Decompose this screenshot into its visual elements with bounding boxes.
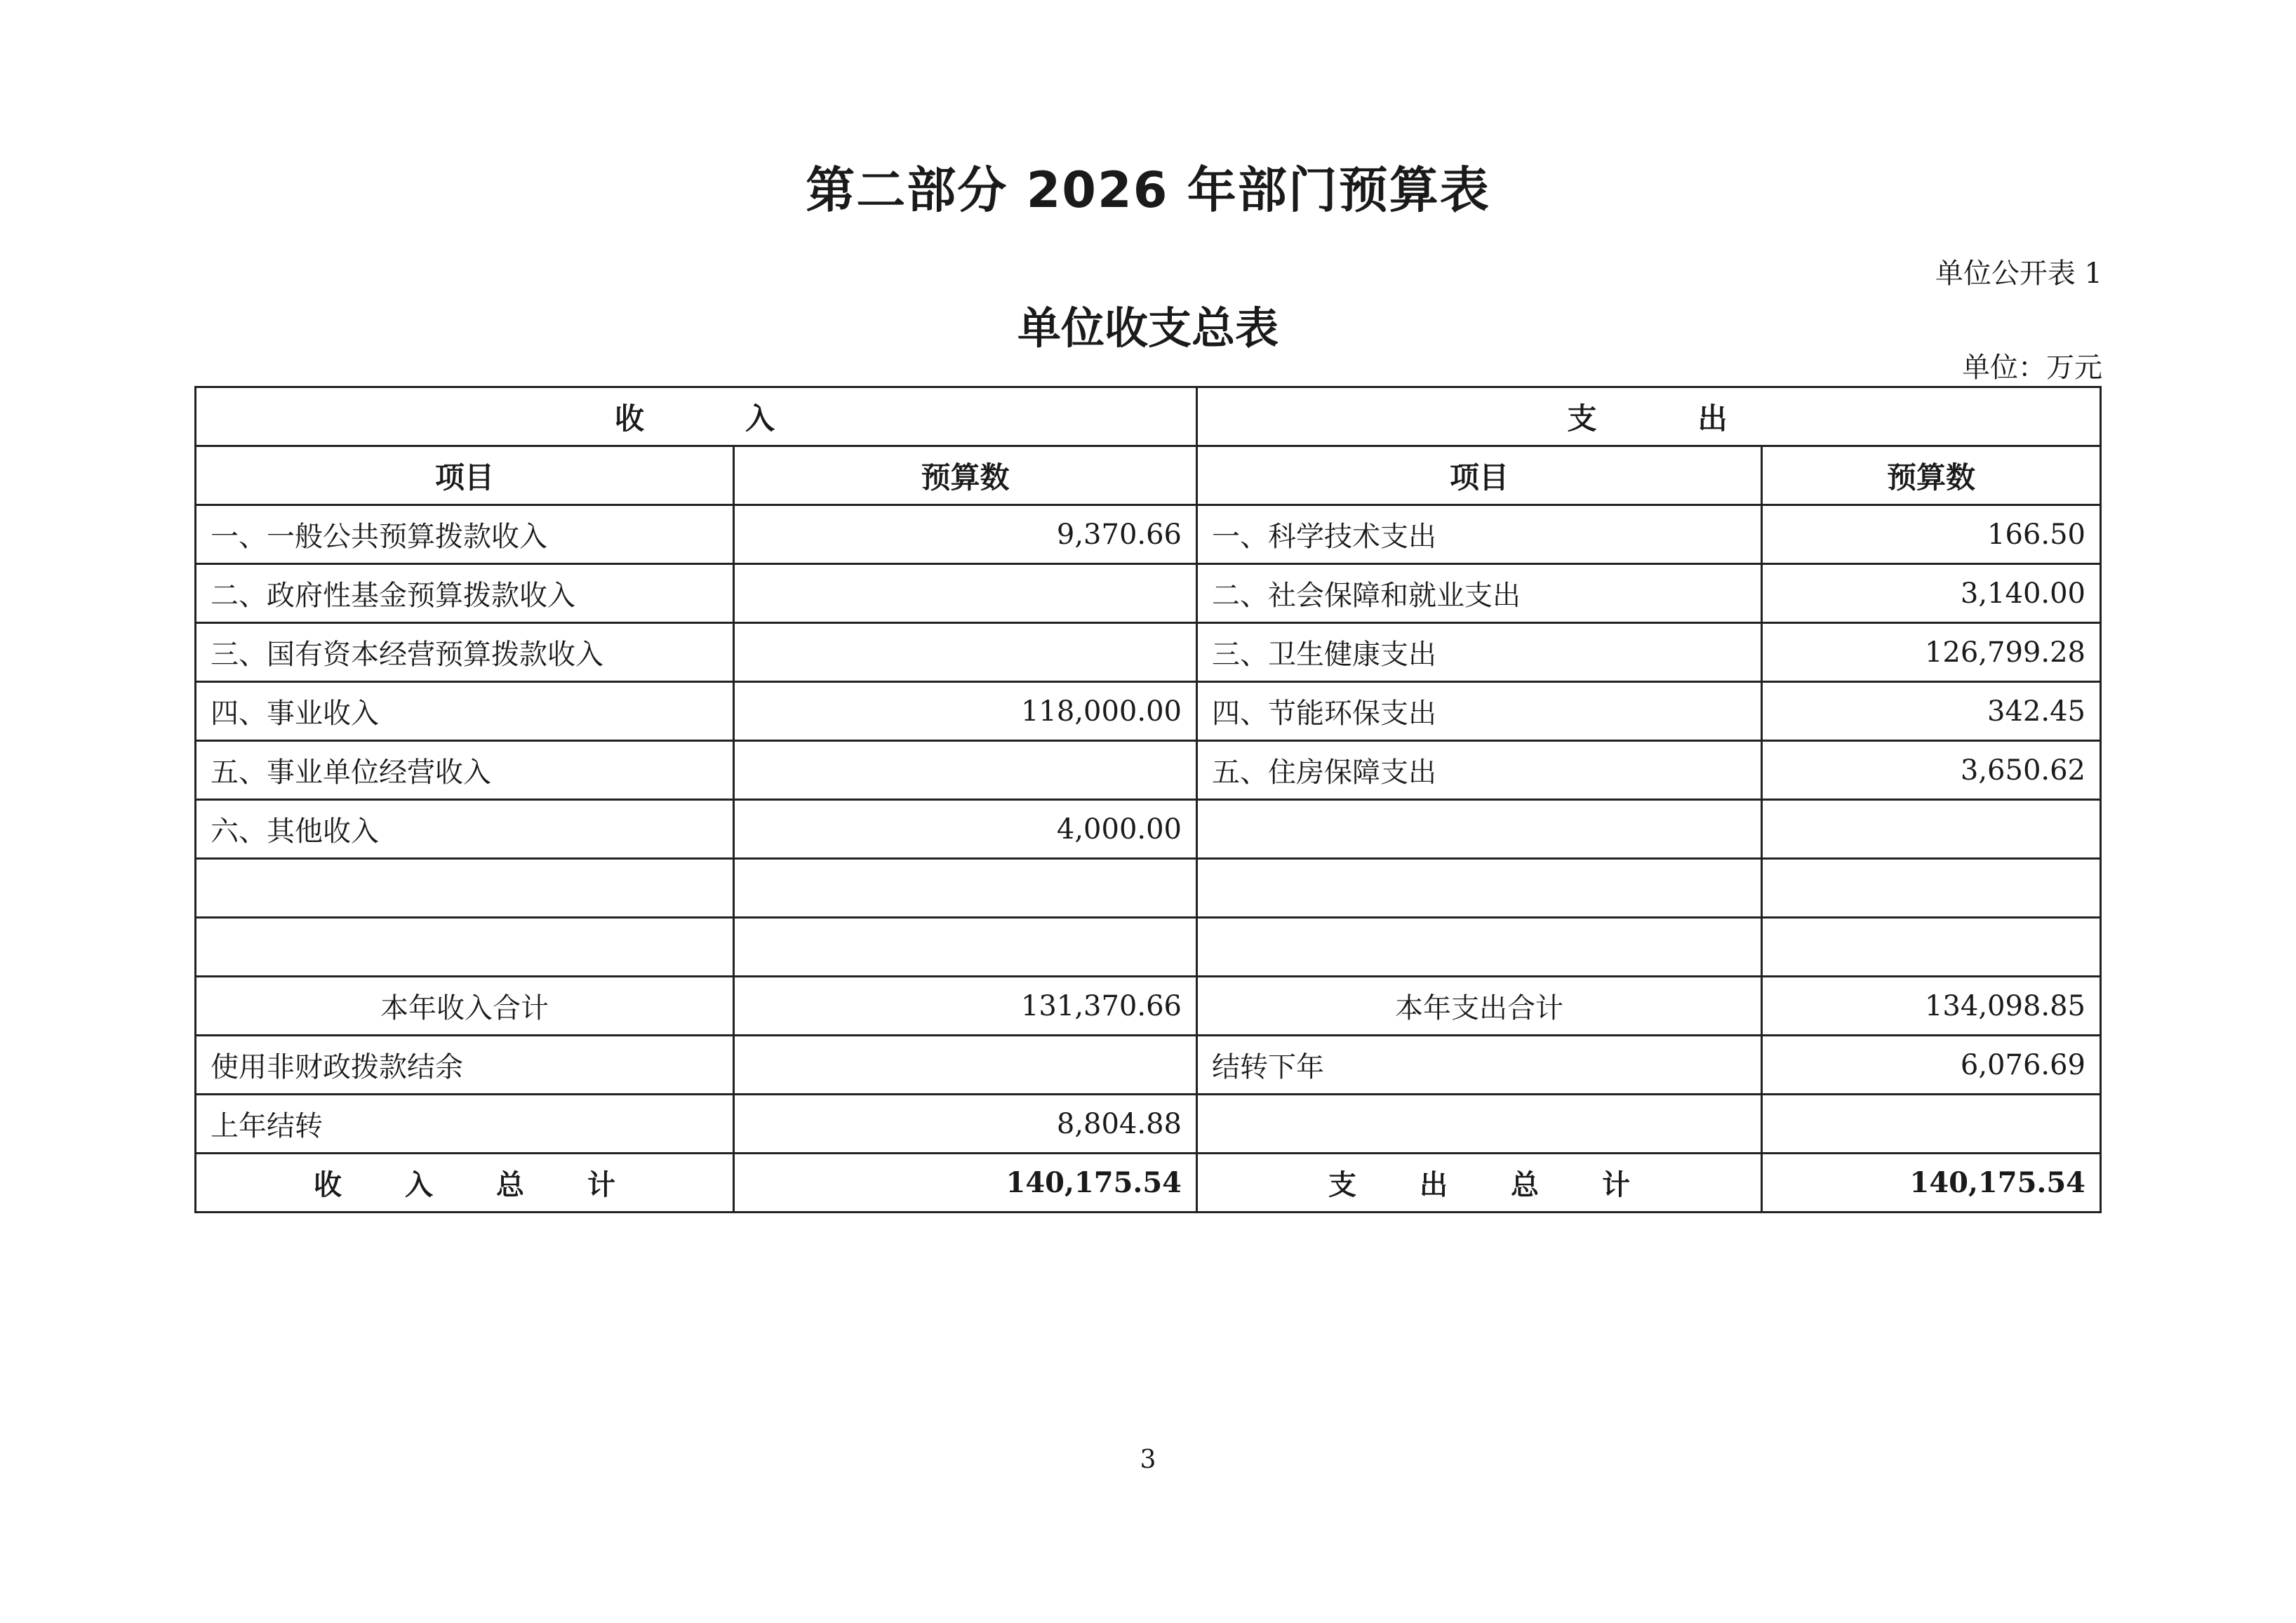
income-total-char: 计 [587, 1168, 615, 1201]
expense-value-cell: 342.45 [1762, 682, 2101, 741]
income-grand-total-label [196, 1154, 734, 1213]
income-subtotal-value: 131,370.66 [734, 977, 1197, 1036]
column-header-row [196, 446, 2101, 505]
income-item-cell [196, 918, 734, 977]
expense-item-cell: 二、社会保障和就业支出 [1197, 564, 1762, 623]
income-total-char: 总 [496, 1168, 524, 1201]
expense-value-cell: 6,076.69 [1762, 1036, 2101, 1095]
expense-grand-total-label [1197, 1154, 1762, 1213]
income-item-cell: 四、事业收入 [196, 682, 734, 741]
part-title: 第二部分 2026 年部门预算表 [806, 161, 1490, 219]
income-section-header [196, 387, 1197, 446]
income-item-cell: 三、国有资本经营预算拨款收入 [196, 623, 734, 682]
income-item-cell [196, 859, 734, 918]
expense-subtotal-value: 134,098.85 [1762, 977, 2101, 1036]
table-title: 单位收支总表 [1017, 302, 1279, 354]
income-value-cell [734, 564, 1197, 623]
subtotal-row [196, 977, 2101, 1036]
expense-grand-total-value: 140,175.54 [1762, 1154, 2101, 1213]
expense-value-cell [1762, 1095, 2101, 1154]
income-item-cell: 二、政府性基金预算拨款收入 [196, 564, 734, 623]
income-value-cell: 9,370.66 [734, 505, 1197, 564]
expense-total-char: 总 [1511, 1168, 1539, 1201]
expense-value-cell: 3,650.62 [1762, 741, 2101, 800]
form-code-label: 单位公开表 1 [1935, 258, 2102, 290]
income-total-char: 收 [314, 1168, 342, 1201]
table-row [196, 1095, 2101, 1154]
expense-item-cell [1197, 1095, 1762, 1154]
expense-value-cell: 126,799.28 [1762, 623, 2101, 682]
income-value-cell [734, 1036, 1197, 1095]
table-row [196, 564, 2101, 623]
expense-total-char: 出 [1420, 1168, 1448, 1201]
expense-item-cell [1197, 800, 1762, 859]
income-subtotal-label: 本年收入合计 [196, 977, 734, 1036]
income-header-char-2: 入 [745, 401, 778, 436]
expense-header-char-1: 支 [1567, 401, 1600, 436]
income-expense-summary-table [194, 386, 2102, 1213]
table-row [196, 623, 2101, 682]
grand-total-row [196, 1154, 2101, 1213]
expense-value-cell [1762, 800, 2101, 859]
expense-value-cell: 3,140.00 [1762, 564, 2101, 623]
expense-item-cell: 五、住房保障支出 [1197, 741, 1762, 800]
table-row [196, 800, 2101, 859]
table-row [196, 1036, 2101, 1095]
expense-budget-column-header: 预算数 [1762, 446, 2101, 505]
expense-subtotal-label: 本年支出合计 [1197, 977, 1762, 1036]
income-value-cell [734, 918, 1197, 977]
table-row [196, 859, 2101, 918]
expense-value-cell [1762, 859, 2101, 918]
expense-item-cell: 一、科学技术支出 [1197, 505, 1762, 564]
table-row [196, 505, 2101, 564]
income-value-cell [734, 623, 1197, 682]
expense-item-cell [1197, 918, 1762, 977]
table-row [196, 682, 2101, 741]
expense-section-header [1197, 387, 2101, 446]
expense-item-cell [1197, 859, 1762, 918]
income-value-cell [734, 859, 1197, 918]
expense-value-cell [1762, 918, 2101, 977]
expense-value-cell: 166.50 [1762, 505, 2101, 564]
page-number: 3 [1140, 1445, 1156, 1474]
income-value-cell: 4,000.00 [734, 800, 1197, 859]
income-value-cell: 118,000.00 [734, 682, 1197, 741]
unit-note: 单位：万元 [1962, 352, 2102, 384]
income-item-cell: 五、事业单位经营收入 [196, 741, 734, 800]
table-row [196, 918, 2101, 977]
income-grand-total-value: 140,175.54 [734, 1154, 1197, 1213]
income-item-cell: 上年结转 [196, 1095, 734, 1154]
income-item-column-header: 项目 [196, 446, 734, 505]
table-row [196, 741, 2101, 800]
income-item-cell: 一、一般公共预算拨款收入 [196, 505, 734, 564]
expense-total-char: 支 [1328, 1168, 1356, 1201]
income-value-cell [734, 741, 1197, 800]
income-header-char-1: 收 [614, 401, 647, 436]
expense-item-cell: 结转下年 [1197, 1036, 1762, 1095]
expense-item-column-header: 项目 [1197, 446, 1762, 505]
income-item-cell: 六、其他收入 [196, 800, 734, 859]
income-budget-column-header: 预算数 [734, 446, 1197, 505]
income-value-cell: 8,804.88 [734, 1095, 1197, 1154]
income-total-char: 入 [405, 1168, 433, 1201]
expense-header-char-2: 出 [1697, 401, 1730, 436]
expense-item-cell: 四、节能环保支出 [1197, 682, 1762, 741]
expense-item-cell: 三、卫生健康支出 [1197, 623, 1762, 682]
section-header-row [196, 387, 2101, 446]
expense-total-char: 计 [1602, 1168, 1630, 1201]
income-item-cell: 使用非财政拨款结余 [196, 1036, 734, 1095]
